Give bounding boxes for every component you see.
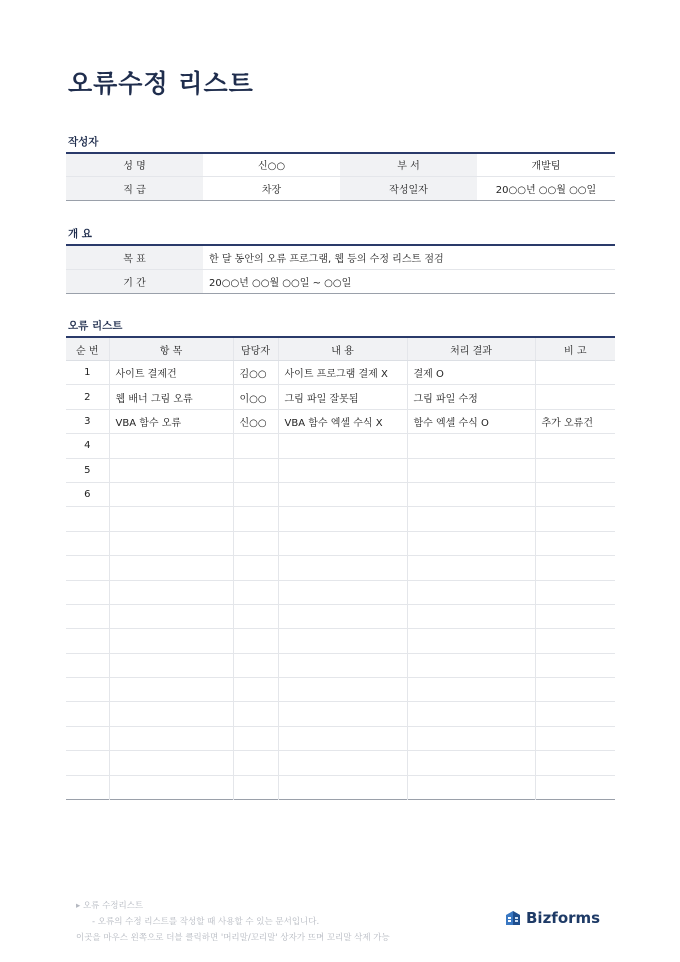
- period-label: 기 간: [66, 269, 203, 293]
- footer-line-1: ▸ 오류 수정리스트: [76, 898, 390, 914]
- row-result-cell: [407, 653, 535, 677]
- row-number-cell: 6: [66, 482, 109, 506]
- row-content-cell: [278, 507, 407, 531]
- row-item-cell: [109, 507, 233, 531]
- row-content-cell: [278, 482, 407, 506]
- row-result-cell: [407, 678, 535, 702]
- row-content-cell: [278, 458, 407, 482]
- row-content-cell: [278, 556, 407, 580]
- row-number-cell: [66, 775, 109, 799]
- row-owner-cell: [233, 604, 278, 628]
- row-number-cell: 1: [66, 361, 109, 385]
- row-note-cell: [535, 604, 615, 628]
- row-number-cell: [66, 531, 109, 555]
- overview-table: [66, 244, 615, 294]
- row-owner-cell: [233, 678, 278, 702]
- row-content-cell: 그림 파일 잘못됨: [278, 385, 407, 409]
- error-list-row: [66, 482, 615, 506]
- author-row: [66, 176, 615, 200]
- department-label: 부 서: [340, 153, 477, 176]
- row-content-cell: [278, 604, 407, 628]
- period-value: 20○○년 ○○월 ○○일 ~ ○○일: [209, 277, 352, 289]
- row-content-cell: [278, 775, 407, 799]
- col-content-header: 내 용: [278, 337, 407, 361]
- row-number-cell: 5: [66, 458, 109, 482]
- row-result-cell: [407, 726, 535, 750]
- row-owner-cell: [233, 531, 278, 555]
- goal-label: 목 표: [66, 245, 203, 269]
- row-result-cell: [407, 531, 535, 555]
- row-item-cell: [109, 556, 233, 580]
- row-item-cell: VBA 함수 오류: [109, 409, 233, 433]
- error-list-header-row: [66, 337, 615, 361]
- error-list-row: [66, 702, 615, 726]
- row-result-cell: [407, 702, 535, 726]
- error-list-table: [66, 336, 615, 800]
- footer-line-2: - 오류의 수정 리스트를 작성할 때 사용할 수 있는 문서입니다.: [92, 917, 320, 927]
- logo-text: Bizforms: [526, 909, 601, 927]
- error-list-row: [66, 409, 615, 433]
- row-item-cell: [109, 726, 233, 750]
- row-note-cell: [535, 482, 615, 506]
- row-number-cell: [66, 702, 109, 726]
- row-content-cell: [278, 580, 407, 604]
- row-owner-cell: [233, 458, 278, 482]
- date-value: 20○○년 ○○월 ○○일: [495, 184, 597, 196]
- row-content-cell: [278, 726, 407, 750]
- rank-label: 직 급: [66, 176, 203, 200]
- error-list-row: [66, 458, 615, 482]
- row-owner-cell: 이○○: [233, 385, 278, 409]
- row-number-cell: 2: [66, 385, 109, 409]
- row-note-cell: [535, 507, 615, 531]
- author-section-label: 작성자: [68, 136, 99, 148]
- name-label: 성 명: [66, 153, 203, 176]
- error-list-row: [66, 726, 615, 750]
- row-result-cell: [407, 751, 535, 775]
- row-owner-cell: 김○○: [233, 361, 278, 385]
- row-note-cell: [535, 751, 615, 775]
- row-content-cell: [278, 653, 407, 677]
- row-content-cell: [278, 751, 407, 775]
- row-note-cell: [535, 434, 615, 458]
- row-result-cell: [407, 580, 535, 604]
- row-result-cell: [407, 775, 535, 799]
- date-label: 작성일자: [340, 176, 477, 200]
- department-value: 개발팀: [477, 153, 615, 176]
- row-item-cell: [109, 458, 233, 482]
- error-list-row: [66, 604, 615, 628]
- author-table: [66, 152, 615, 201]
- row-owner-cell: [233, 434, 278, 458]
- row-number-cell: [66, 580, 109, 604]
- row-content-cell: [278, 702, 407, 726]
- error-list-label: 오류 리스트: [68, 320, 123, 332]
- row-note-cell: [535, 458, 615, 482]
- row-note-cell: [535, 580, 615, 604]
- error-list-row: [66, 580, 615, 604]
- row-result-cell: 함수 엑셀 수식 O: [407, 409, 535, 433]
- row-item-cell: [109, 702, 233, 726]
- row-note-cell: [535, 385, 615, 409]
- col-item-header: 항 목: [109, 337, 233, 361]
- row-item-cell: [109, 678, 233, 702]
- row-result-cell: [407, 556, 535, 580]
- goal-value: 한 달 동안의 오류 프로그램, 웹 등의 수정 리스트 점검: [203, 245, 615, 269]
- row-result-cell: 그림 파일 수정: [407, 385, 535, 409]
- row-result-cell: [407, 604, 535, 628]
- row-number-cell: 4: [66, 434, 109, 458]
- row-result-cell: [407, 434, 535, 458]
- row-note-cell: [535, 702, 615, 726]
- row-owner-cell: [233, 629, 278, 653]
- row-number-cell: [66, 604, 109, 628]
- overview-section-label: 개 요: [68, 228, 92, 240]
- row-result-cell: 결제 O: [407, 361, 535, 385]
- col-result-header: 처리 결과: [407, 337, 535, 361]
- row-owner-cell: [233, 653, 278, 677]
- row-owner-cell: [233, 751, 278, 775]
- row-note-cell: 추가 오류건: [535, 409, 615, 433]
- row-number-cell: [66, 751, 109, 775]
- row-number-cell: [66, 629, 109, 653]
- bizforms-building-icon: [504, 909, 522, 927]
- row-owner-cell: [233, 507, 278, 531]
- author-row: [66, 153, 615, 176]
- error-list-row: [66, 385, 615, 409]
- row-item-cell: 웹 배너 그림 오류: [109, 385, 233, 409]
- overview-row: [66, 269, 615, 293]
- row-owner-cell: [233, 702, 278, 726]
- error-list-row: [66, 507, 615, 531]
- row-item-cell: [109, 531, 233, 555]
- footer-note: [76, 898, 390, 946]
- row-content-cell: [278, 434, 407, 458]
- overview-row: [66, 245, 615, 269]
- row-owner-cell: [233, 775, 278, 799]
- row-item-cell: 사이트 결제건: [109, 361, 233, 385]
- row-number-cell: [66, 507, 109, 531]
- name-value: 신○○: [203, 153, 340, 176]
- row-item-cell: [109, 629, 233, 653]
- row-item-cell: [109, 604, 233, 628]
- row-owner-cell: 신○○: [233, 409, 278, 433]
- row-item-cell: [109, 653, 233, 677]
- error-list-row: [66, 629, 615, 653]
- row-number-cell: [66, 556, 109, 580]
- error-list-row: [66, 361, 615, 385]
- col-number-header: 순 번: [66, 337, 109, 361]
- row-result-cell: [407, 482, 535, 506]
- error-list-row: [66, 531, 615, 555]
- row-content-cell: [278, 629, 407, 653]
- footer-line-3: 이곳을 마우스 왼쪽으로 더블 클릭하면 '머리말/꼬리말' 상자가 뜨며 꼬리말 삭제 가능: [76, 933, 390, 943]
- row-result-cell: [407, 507, 535, 531]
- row-content-cell: 사이트 프로그램 결제 X: [278, 361, 407, 385]
- error-list-row: [66, 556, 615, 580]
- row-note-cell: [535, 629, 615, 653]
- row-owner-cell: [233, 580, 278, 604]
- row-content-cell: [278, 531, 407, 555]
- row-owner-cell: [233, 556, 278, 580]
- row-note-cell: [535, 678, 615, 702]
- row-note-cell: [535, 726, 615, 750]
- error-list-row: [66, 434, 615, 458]
- row-note-cell: [535, 556, 615, 580]
- row-content-cell: [278, 678, 407, 702]
- row-result-cell: [407, 458, 535, 482]
- row-number-cell: 3: [66, 409, 109, 433]
- row-item-cell: [109, 580, 233, 604]
- row-item-cell: [109, 482, 233, 506]
- error-list-row: [66, 678, 615, 702]
- error-list-row: [66, 653, 615, 677]
- row-number-cell: [66, 653, 109, 677]
- row-note-cell: [535, 531, 615, 555]
- bizforms-logo: [504, 909, 600, 927]
- row-content-cell: VBA 함수 엑셀 수식 X: [278, 409, 407, 433]
- row-note-cell: [535, 361, 615, 385]
- error-list-row: [66, 775, 615, 799]
- row-item-cell: [109, 751, 233, 775]
- row-owner-cell: [233, 482, 278, 506]
- row-number-cell: [66, 678, 109, 702]
- col-owner-header: 담당자: [233, 337, 278, 361]
- row-result-cell: [407, 629, 535, 653]
- row-owner-cell: [233, 726, 278, 750]
- row-number-cell: [66, 726, 109, 750]
- row-item-cell: [109, 775, 233, 799]
- row-item-cell: [109, 434, 233, 458]
- col-note-header: 비 고: [535, 337, 615, 361]
- rank-value: 차장: [261, 184, 282, 196]
- row-note-cell: [535, 775, 615, 799]
- row-note-cell: [535, 653, 615, 677]
- page-title: 오류수정 리스트: [68, 69, 254, 98]
- error-list-row: [66, 751, 615, 775]
